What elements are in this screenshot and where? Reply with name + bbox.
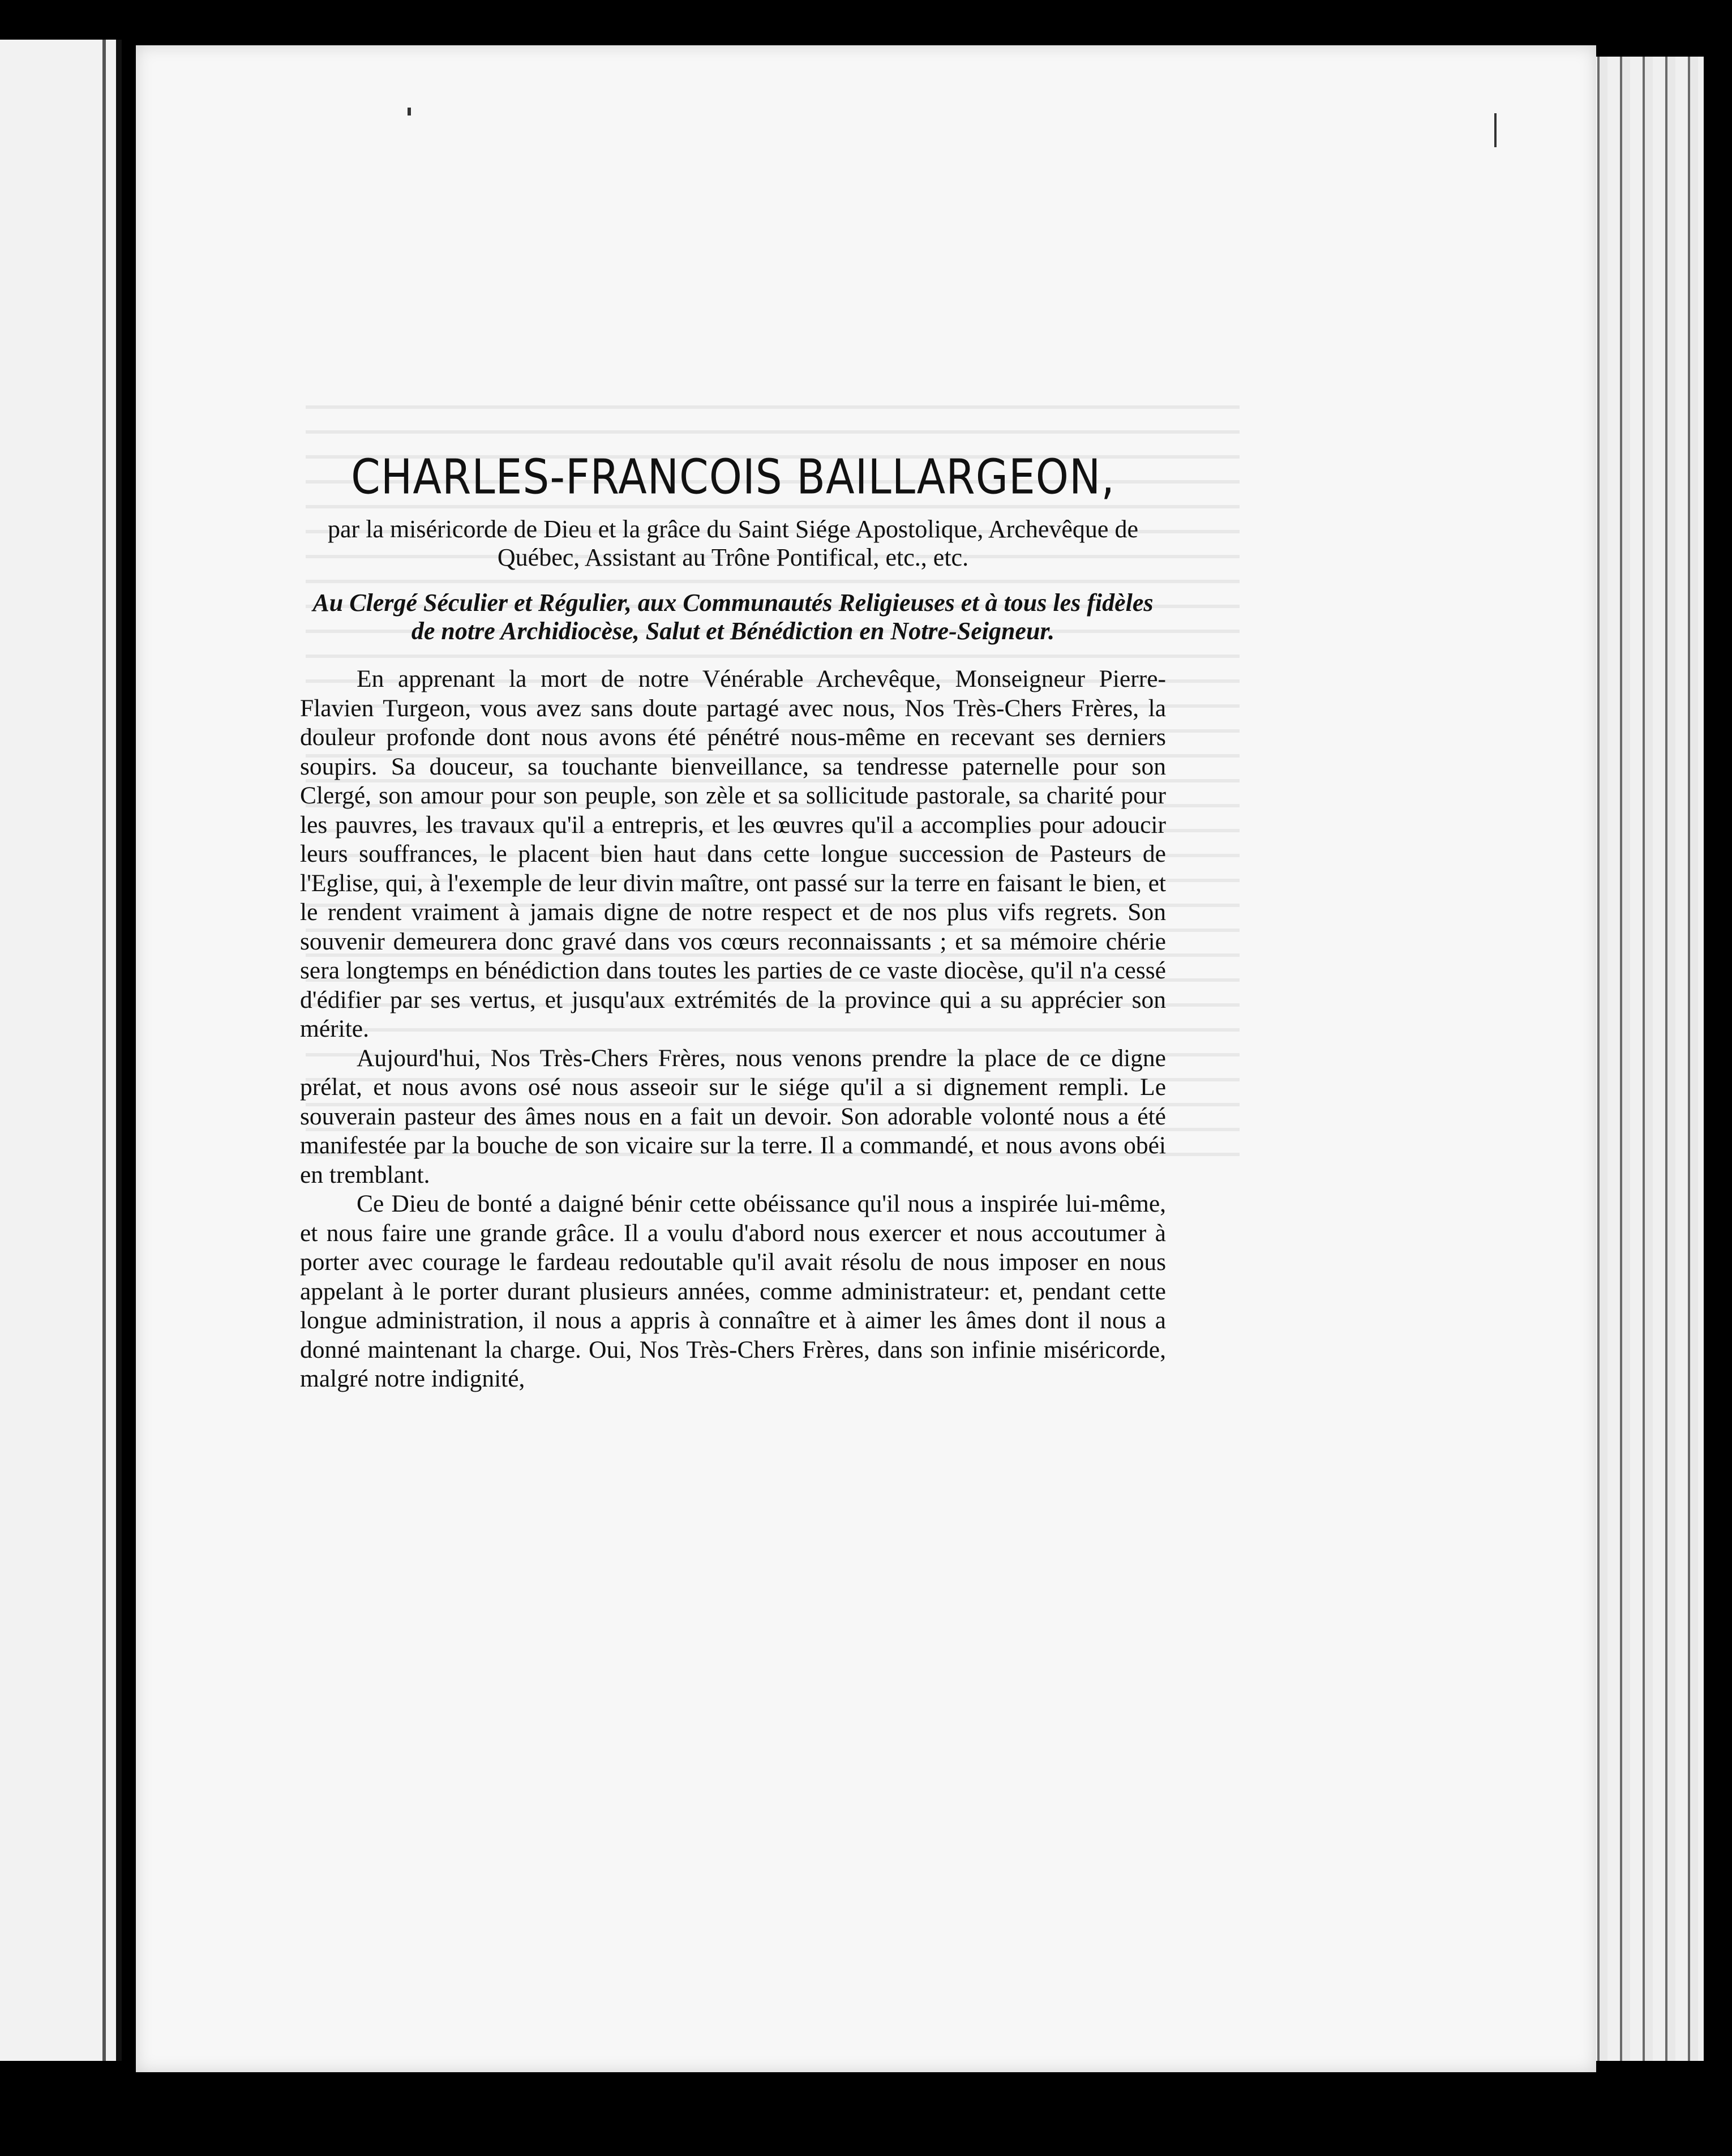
document-address: Au Clergé Séculier et Régulier, aux Communautés Religieuses et à tous les fidèles de notre Archidiocèse, Salut et Bénédiction en Notre-Seigneur. [312,589,1154,645]
stacked-page-edges [1585,57,1704,2061]
previous-page-edge [0,40,122,2061]
page-corner-mark [1494,113,1497,147]
page-fold-shadow [102,40,106,2061]
document-body [300,449,1166,1394]
paragraph: Ce Dieu de bonté a daigné bénir cette obéissance qu'il nous a inspirée lui-même, et nous faire une grande grâce. Il a voulu d'abord nous exercer et nous accoutumer à porter avec courage le fardeau redoutable qu'il avait résolu de nous imposer en nous appelant à le porter durant plusieurs années, comme administrateur: et, pendant cette longue administration, il nous a appris à connaître et à aimer les âmes dont il nous a donné maintenant la charge. Oui, Nos Très-Chers Frères, dans son infinie miséricorde, malgré notre indignité, [300,1190,1166,1392]
document-subtitle: par la miséricorde de Dieu et la grâce du Saint Siége Apostolique, Archevêque de Québec, Assistant au Trône Pontifical, etc., etc. [328,515,1138,571]
paragraph: En apprenant la mort de notre Vénérable Archevêque, Monseigneur Pierre-Flavien Turgeon, vous avez sans doute partagé avec nous, Nos Très-Chers Frères, la douleur profonde dont nous avons été pénétré nous-même en recevant ses derniers soupirs. Sa douceur, sa touchante bienveillance, sa tendresse paternelle pour son Clergé, son amour pour son peuple, son zèle et sa sollicitude pastorale, sa charité pour les pauvres, les travaux qu'il a entrepris, et les œuvres qu'il a accomplies pour adoucir leurs souffrances, le placent bien haut dans cette longue succession de Pasteurs de l'Eglise, qui, à l'exemple de leur divin maître, ont passé sur la terre en faisant le bien, et le rendent vraiment à jamais digne de notre respect et de nos plus vifs regrets. Son souvenir demeurera donc gravé dans vos cœurs reconnaissants ; et sa mémoire chérie sera longtemps en bénédiction dans toutes les parties de ce vaste diocèse, qu'il n'a cessé d'édifier par ses vertus, et jusqu'aux extrémités de la province qui a su apprécier son mérite. [300,665,1166,1042]
ink-mark [408,108,411,116]
document-title: CHARLES-FRANCOIS BAILLARGEON, [351,449,1115,506]
paragraph: Aujourd'hui, Nos Très-Chers Frères, nous venons prendre la place de ce digne prélat, et nous avons osé nous asseoir sur le siége qu'il a si dignement rempli. Le souverain pasteur des âmes nous en a fait un devoir. Son adorable volonté nous a été manifestée par la bouche de son vicaire sur la terre. Il a commandé, et nous avons obéi en tremblant. [300,1044,1166,1188]
